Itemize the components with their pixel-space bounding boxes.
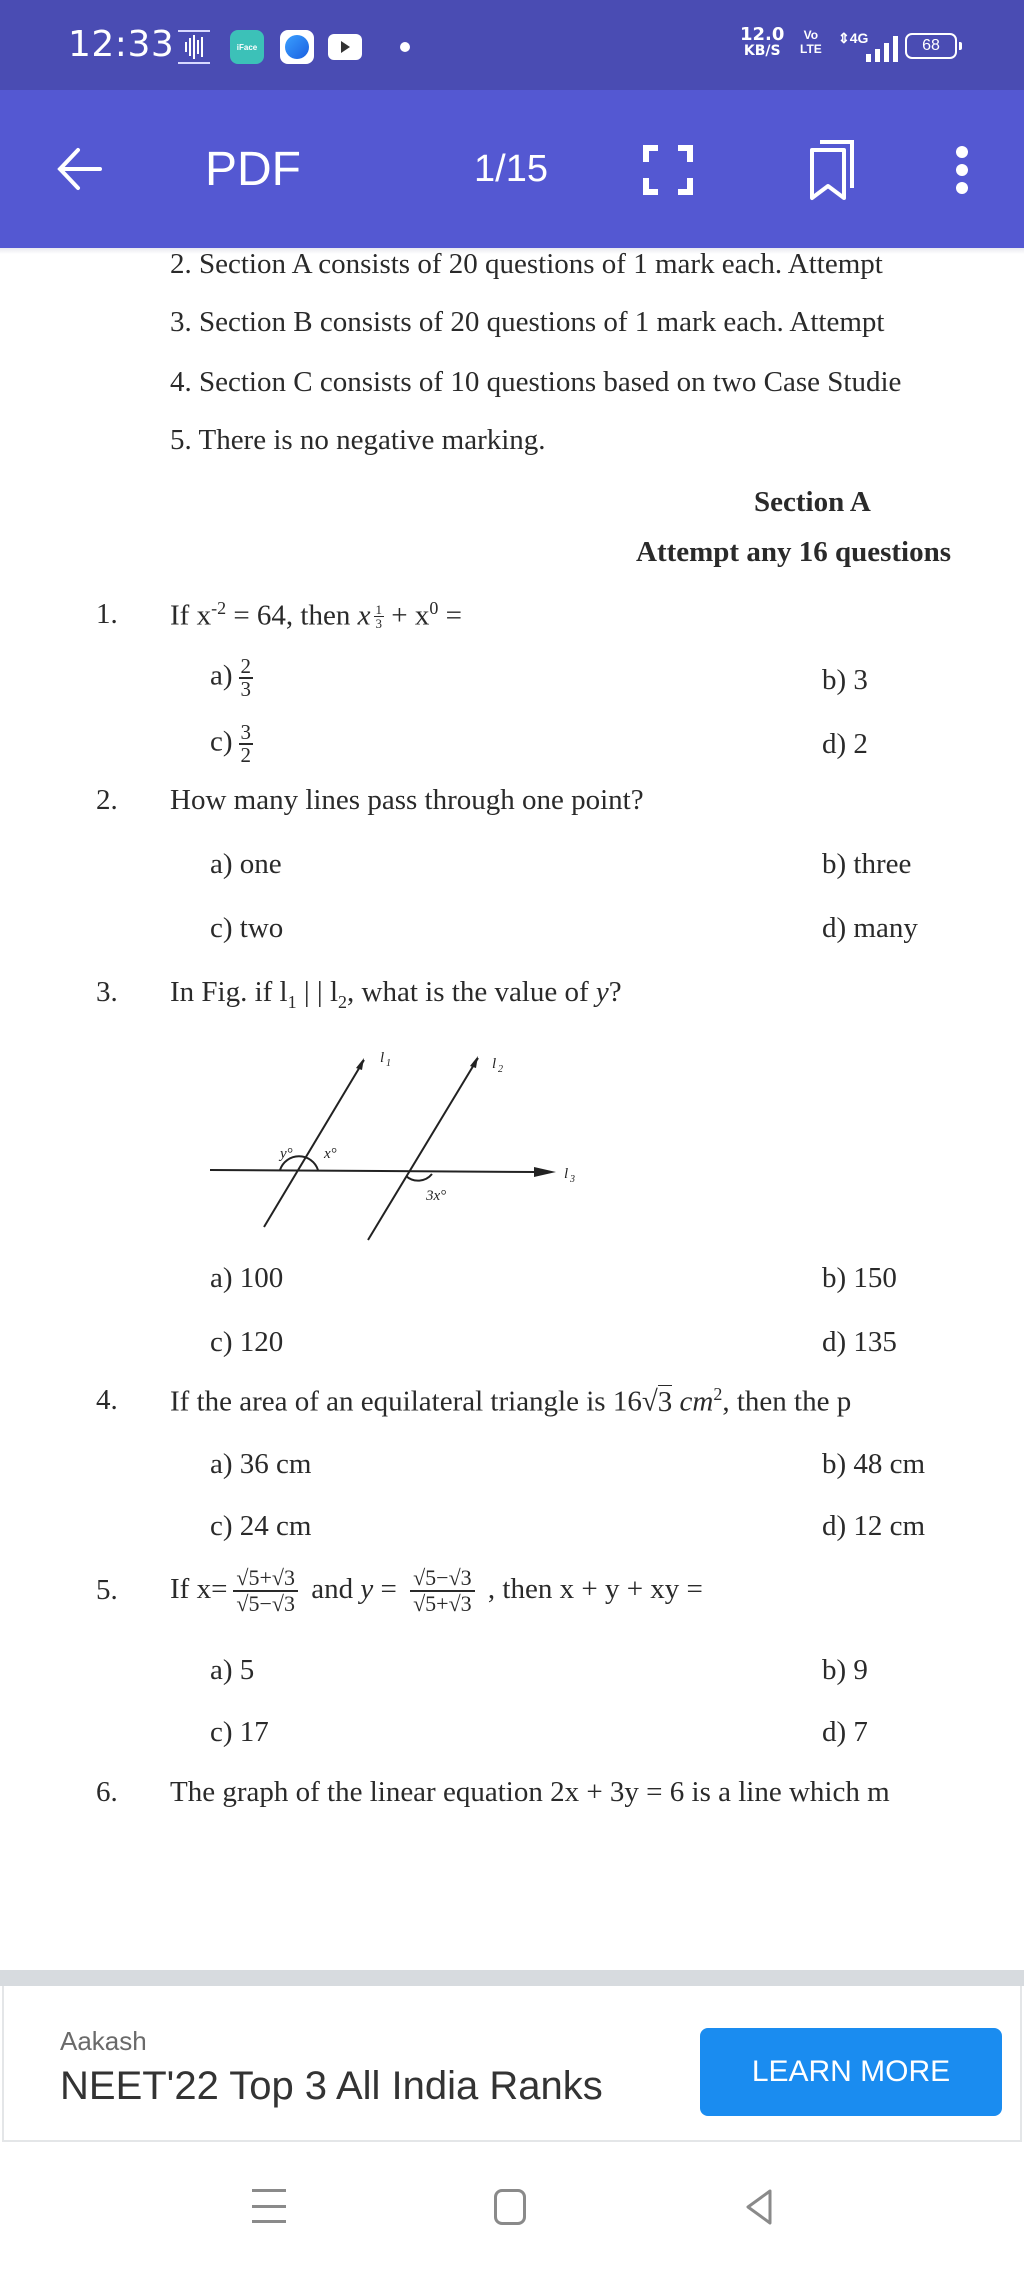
instruction-line: 5. There is no negative marking. — [170, 424, 546, 456]
option-c: c) 24 cm — [210, 1510, 312, 1542]
svg-text:2: 2 — [498, 1064, 503, 1075]
question-number: 1. — [96, 598, 118, 630]
question-text: In Fig. if $l_1$ | | $l_2$, what is the value of y? — [170, 976, 622, 1012]
question-number: 4. — [96, 1384, 118, 1416]
option-b: b) three — [822, 848, 912, 880]
option-c: c) 120 — [210, 1326, 284, 1358]
option-d: d) 12 cm — [822, 1510, 926, 1542]
net-speed: 12.0 KB/S — [740, 24, 785, 59]
option-a: a) 100 — [210, 1262, 284, 1294]
option-d: d) 7 — [822, 1716, 868, 1748]
pdf-page[interactable] — [0, 248, 1024, 1970]
ad-divider — [0, 1970, 1024, 1986]
option-d: d) many — [822, 912, 918, 944]
app-bar — [0, 90, 1024, 248]
recent-apps-button[interactable] — [252, 2189, 286, 2223]
blue-app-icon — [280, 30, 314, 64]
svg-text:1: 1 — [386, 1058, 391, 1069]
recent-apps-icon — [252, 2189, 286, 2192]
instruction-line: 3. Section B consists of 20 questions of 1 mark each. Attempt — [170, 306, 885, 338]
option-c: c) $\frac{3}{2}$ — [210, 720, 252, 767]
question-number: 3. — [96, 976, 118, 1008]
section-subtitle: Attempt any 16 questions — [636, 536, 951, 568]
svg-text:l: l — [564, 1166, 569, 1182]
question-number: 2. — [96, 784, 118, 816]
instruction-line: 4. Section C consists of 10 questions based on two Case Studie — [170, 366, 902, 398]
fullscreen-button[interactable] — [638, 140, 698, 200]
svg-text:l: l — [492, 1056, 497, 1072]
question-text: If x= $\frac{√5+√3}{√5-√3}$ and y = $\frac{√5-√3}{√5+√3}$ , then x + y + xy = — [170, 1565, 703, 1617]
more-options-button[interactable] — [944, 140, 980, 200]
volte-icon: Vo LTE — [800, 28, 822, 56]
option-d: d) 2 — [822, 728, 868, 760]
svg-text:3: 3 — [570, 1174, 575, 1185]
youtube-icon — [328, 34, 362, 60]
parallel-lines-figure — [196, 1028, 592, 1248]
sound-wave-icon — [178, 30, 210, 64]
back-button[interactable] — [52, 142, 106, 196]
option-a: a) $\frac{2}{3}$ — [210, 654, 252, 701]
instruction-line: 2. Section A consists of 20 questions of 1 mark each. Attempt — [170, 248, 883, 280]
option-c: c) two — [210, 912, 284, 944]
back-triangle-icon — [740, 2187, 780, 2227]
question-text: If the area of an equilateral triangle is 16√3 $cm^2$, then the p — [170, 1384, 852, 1418]
system-nav-bar — [0, 2145, 1024, 2275]
battery-icon: 68 — [905, 33, 957, 59]
question-number: 6. — [96, 1776, 118, 1808]
option-b: b) 48 cm — [822, 1448, 926, 1480]
ad-brand: Aakash — [60, 2026, 147, 2056]
ad-headline: NEET'22 Top 3 All India Ranks — [60, 2064, 603, 2108]
bookmarks-icon — [802, 136, 862, 204]
option-c: c) 17 — [210, 1716, 269, 1748]
option-b: b) 9 — [822, 1654, 868, 1686]
option-b: b) 150 — [822, 1262, 897, 1294]
iface-app-icon: iFace — [230, 30, 264, 64]
ad-banner[interactable] — [2, 1986, 1022, 2142]
network-type: ⇕4G — [838, 30, 869, 46]
learn-more-button[interactable]: LEARN MORE — [700, 2028, 1002, 2116]
status-bar — [0, 0, 1024, 90]
more-vert-icon — [956, 146, 968, 158]
svg-text:x°: x° — [324, 1146, 337, 1162]
page-indicator[interactable]: 1/15 — [474, 148, 548, 190]
option-d: d) 135 — [822, 1326, 897, 1358]
question-number: 5. — [96, 1574, 118, 1606]
option-a: a) 5 — [210, 1654, 255, 1686]
page-title: PDF — [205, 143, 301, 196]
question-text: If $x^{-2} = 64$, then x $\frac{1}{3}$ + $x^0$ = — [170, 598, 462, 632]
svg-text:3x°: 3x° — [426, 1188, 447, 1204]
clock: 12:33 — [68, 24, 175, 65]
arrow-left-icon — [52, 142, 106, 196]
home-button[interactable] — [494, 2189, 526, 2225]
signal-icon — [866, 36, 898, 62]
svg-text:y°: y° — [280, 1146, 293, 1162]
option-a: a) one — [210, 848, 282, 880]
option-a: a) 36 cm — [210, 1448, 312, 1480]
question-text: How many lines pass through one point? — [170, 784, 644, 816]
question-text: The graph of the linear equation 2x + 3y = 6 is a line which m — [170, 1776, 890, 1808]
notification-dot-icon — [400, 42, 410, 52]
fullscreen-icon — [638, 140, 698, 200]
svg-text:l: l — [380, 1050, 385, 1066]
section-title: Section A — [754, 486, 871, 518]
bookmarks-button[interactable] — [802, 136, 862, 204]
option-b: b) 3 — [822, 664, 868, 696]
system-back-button[interactable] — [740, 2187, 780, 2227]
